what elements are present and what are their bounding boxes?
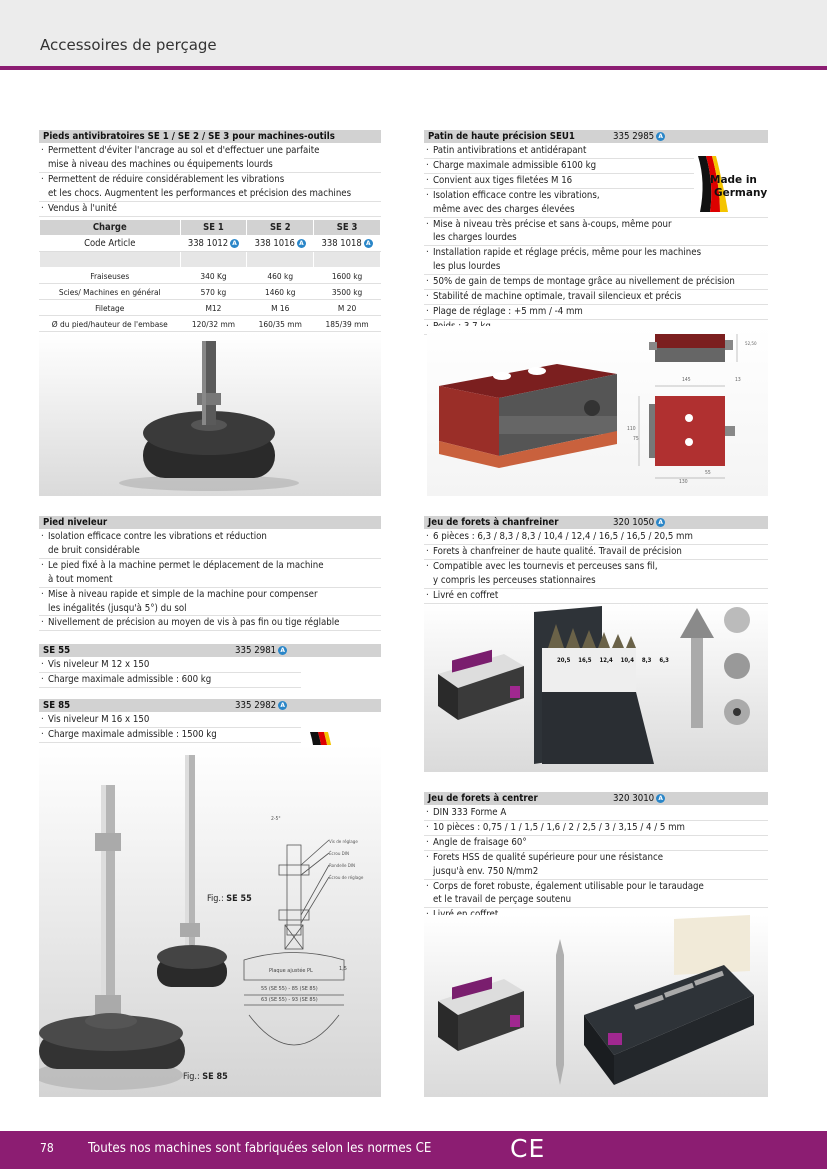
page-title: Accessoires de perçage <box>40 36 217 54</box>
section-title <box>424 130 768 143</box>
article-code <box>235 699 287 712</box>
list-item-text: · Nivellement de précision au moyen de vis à pas fin ou tige réglable <box>48 617 340 629</box>
cell: M 16 <box>247 300 314 316</box>
list-item-text: · Patin antivibrations et antidérapant <box>433 145 587 156</box>
list-item-text: de bruit considérable <box>48 544 140 556</box>
info-badge-icon: A <box>656 518 665 527</box>
article-code-text: 320 3010 <box>613 793 655 804</box>
section-title <box>424 516 768 529</box>
ce-mark-icon: CE <box>510 1134 546 1163</box>
list-item-text: · Forets à chanfreiner de haute qualité. Travail de précision <box>433 545 682 557</box>
list-item <box>424 218 768 247</box>
info-badge-icon: A <box>278 646 287 655</box>
article-code-text: 320 1050 <box>613 517 655 528</box>
info-badge-icon: A <box>278 701 287 710</box>
list-item-text: · Convient aux tiges filetées M 16 <box>433 174 573 186</box>
section-title <box>424 792 768 805</box>
precision-pad-photo <box>427 326 768 496</box>
list-item-text: · Charge maximale admissible : 600 kg <box>48 673 212 685</box>
list-item <box>39 202 381 217</box>
section-title-text: SE 85 <box>43 700 71 711</box>
cell: 3500 kg <box>314 284 381 300</box>
list-item-text: jusqu'à env. 750 N/mm2 <box>433 865 539 877</box>
list-item <box>39 559 381 588</box>
list-item <box>424 589 768 604</box>
drawing-dim: 55 (SE 55) - 85 (SE 85) <box>261 986 318 992</box>
list-item-text: les charges lourdes <box>433 232 517 244</box>
drawing-label: Vis de réglage <box>329 840 358 845</box>
size-label: 12,4 <box>599 657 613 664</box>
dim-label: 13 <box>735 377 741 383</box>
section-title-text: Jeu de forets à centrer <box>428 793 538 804</box>
list-item-text: et le travail de perçage soutenu <box>433 894 572 906</box>
list-item-text: les plus lourdes <box>433 261 501 273</box>
figure-caption <box>183 1072 228 1082</box>
footer-text: Toutes nos machines sont fabriquées selon les normes CE <box>88 1141 432 1156</box>
drawing-labels <box>329 837 379 885</box>
list-item-text: mise à niveau des machines ou équipements lourds <box>48 158 273 170</box>
list-item <box>39 673 301 688</box>
drawing-plate-label: Plaque ajustée PL <box>269 968 313 974</box>
cell: 570 kg <box>180 284 247 300</box>
list-item-text: à tout moment <box>48 573 113 585</box>
cell: 1460 kg <box>247 284 314 300</box>
article-code <box>235 644 287 657</box>
list-item <box>39 658 301 673</box>
list-item-text: · Isolation efficace contre les vibrations, <box>433 189 600 201</box>
table-row <box>40 236 381 252</box>
leveling-feet-illustration <box>39 745 381 1097</box>
section-title <box>39 516 381 529</box>
list-item <box>424 560 768 589</box>
list-item-text: · 50% de gain de temps de montage grâce au nivellement de précision <box>433 276 735 288</box>
list-item-text: · Isolation efficace contre les vibrations et réduction <box>48 531 267 542</box>
article-code: 338 1018 <box>321 238 362 249</box>
cell: Filetage <box>40 300 181 316</box>
list-item-text: · Corps de foret robuste, également utilisable pour le taraudage <box>433 880 704 892</box>
made-in-germany-text <box>710 174 767 200</box>
list-item <box>424 275 768 290</box>
fig-prefix: Fig.: <box>183 1072 200 1082</box>
list-item-text: · Angle de fraisage 60° <box>433 836 527 848</box>
list-item-text: · Mise à niveau très précise et sans à-coups, même pour <box>433 218 672 230</box>
bullet-list <box>39 144 381 217</box>
article-code-text: 335 2985 <box>613 131 655 142</box>
page-header <box>0 0 827 70</box>
list-item <box>39 616 381 631</box>
code-label: Code Article <box>40 236 181 252</box>
list-item <box>39 144 381 173</box>
list-item <box>424 806 768 821</box>
size-labels <box>557 657 669 664</box>
center-drill-illustration <box>424 915 768 1097</box>
article-code <box>613 792 665 805</box>
spacer-row <box>40 252 381 268</box>
fig-name: SE 85 <box>202 1072 228 1082</box>
dim-label: 110 <box>627 426 636 432</box>
section-title-text: Jeu de forets à chanfreiner <box>428 517 559 528</box>
made-line: Germany <box>714 187 768 199</box>
size-label: 6,3 <box>659 657 669 664</box>
list-item-text: les inégalités (jusqu'à 5°) du sol <box>48 602 187 614</box>
list-item-text: · 10 pièces : 0,75 / 1 / 1,5 / 1,6 / 2 / 2,5 / 3 / 3,15 / 4 / 5 mm <box>433 821 685 833</box>
info-badge-icon: A <box>364 239 373 248</box>
table-row <box>40 300 381 316</box>
article-code-text: 335 2981 <box>235 645 277 656</box>
made-in-germany-logo <box>694 152 768 214</box>
list-item <box>424 880 768 909</box>
section-title <box>39 644 381 657</box>
list-item <box>424 290 768 305</box>
spec-table <box>39 219 381 332</box>
list-item <box>424 530 768 545</box>
dim-label: 52,50 <box>745 342 757 347</box>
list-item-text: · Compatible avec les tournevis et perceuses sans fil, <box>433 560 658 572</box>
cell <box>314 236 381 252</box>
list-item <box>39 728 301 743</box>
bullet-list <box>39 530 381 631</box>
dim-label: 145 <box>682 377 691 383</box>
article-code <box>613 516 665 529</box>
list-item-text: · Permettent d'éviter l'ancrage au sol et d'effectuer une parfaite <box>48 145 320 156</box>
fig-name: SE 55 <box>226 894 252 904</box>
list-item-text: même avec des charges élevées <box>433 203 575 215</box>
list-item-text: · Stabilité de machine optimale, travail silencieux et précis <box>433 291 682 303</box>
cell: Ø du pied/hauteur de l'embase <box>40 316 181 332</box>
section-title-text: Pieds antivibratoires SE 1 / SE 2 / SE 3 pour machines-outils <box>43 131 335 142</box>
section-title <box>39 699 381 712</box>
header-cell: SE 2 <box>247 220 314 236</box>
drawing-angle: 2-5° <box>271 816 281 822</box>
center-drill-set-photo <box>424 915 768 1097</box>
list-item-text: · Mise à niveau rapide et simple de la machine pour compenser <box>48 588 318 600</box>
section-title <box>39 130 381 143</box>
info-badge-icon: A <box>656 132 665 141</box>
list-item <box>39 173 381 202</box>
size-label: 16,5 <box>578 657 592 664</box>
list-item-text: · 6 pièces : 6,3 / 8,3 / 8,3 / 10,4 / 12,4 / 16,5 / 16,5 / 20,5 mm <box>433 531 693 542</box>
article-code: 338 1012 <box>187 238 229 249</box>
header-cell: Charge <box>40 220 181 236</box>
info-badge-icon: A <box>230 239 239 248</box>
dim-label: 55 <box>705 470 711 476</box>
bullet-list <box>424 530 768 604</box>
cell <box>180 236 247 252</box>
article-code <box>613 130 665 143</box>
list-item-text: · Vis niveleur M 12 x 150 <box>48 659 150 670</box>
list-item-text: · Forets HSS de qualité supérieure pour une résistance <box>433 851 664 863</box>
section-title-text: Pied niveleur <box>43 517 108 528</box>
header-cell: SE 3 <box>314 220 381 236</box>
cell: Fraiseuses <box>40 268 181 284</box>
size-label: 8,3 <box>641 657 652 664</box>
list-item-text: et les chocs. Augmentent les performances et précision des machines <box>48 187 352 199</box>
drawing-dim: 63 (SE 55) - 93 (SE 85) <box>261 997 318 1003</box>
cell: 120/32 mm <box>180 316 247 332</box>
made-line: Made in <box>710 174 757 186</box>
bullet-list <box>39 658 301 688</box>
countersink-illustration <box>424 604 768 772</box>
table-row <box>40 316 381 332</box>
antivibration-foot-photo <box>39 333 381 496</box>
header-cell: SE 1 <box>180 220 247 236</box>
list-item-text: · Plage de réglage : +5 mm / -4 mm <box>433 305 583 317</box>
list-item-text: · DIN 333 Forme A <box>433 807 507 818</box>
list-item <box>39 588 381 617</box>
dim-label: 130 <box>679 479 688 485</box>
list-item <box>424 821 768 836</box>
pad-illustration <box>427 326 768 496</box>
list-item-text: · Installation rapide et réglage précis, même pour les machines <box>433 247 702 259</box>
drawing-label: Rondelle DIN <box>329 864 356 869</box>
list-item-text: · Vendus à l'unité <box>48 202 117 214</box>
list-item <box>424 851 768 880</box>
size-label: 20,5 <box>557 657 571 664</box>
list-item-text: · Le pied fixé à la machine permet le déplacement de la machine <box>48 559 324 571</box>
list-item-text: · Vis niveleur M 16 x 150 <box>48 714 150 725</box>
cell: M 20 <box>314 300 381 316</box>
section-title-text: Patin de haute précision SEU1 <box>428 131 575 142</box>
list-item <box>424 246 768 275</box>
fig-prefix: Fig.: <box>207 894 224 904</box>
drawing-label: Écrou de réglage <box>329 876 364 881</box>
list-item-text: y compris les perceuses stationnaires <box>433 574 596 586</box>
info-badge-icon: A <box>656 794 665 803</box>
page-number: 78 <box>40 1141 54 1155</box>
countersink-set-photo <box>424 604 768 772</box>
cell: 460 kg <box>247 268 314 284</box>
list-item-text: · Charge maximale admissible : 1500 kg <box>48 728 217 740</box>
list-item-text: · Livré en coffret <box>433 589 499 601</box>
cell: Scies/ Machines en général <box>40 284 181 300</box>
bullet-list <box>424 806 768 923</box>
drawing-label: Écrou DIN <box>329 852 350 857</box>
table-row <box>40 268 381 284</box>
cell: 1600 kg <box>314 268 381 284</box>
list-item <box>424 545 768 560</box>
list-item-text: · Permettent de réduire considérablement les vibrations <box>48 173 285 185</box>
list-item <box>424 836 768 851</box>
cell: M12 <box>180 300 247 316</box>
article-code: 338 1016 <box>254 238 295 249</box>
cell: 185/39 mm <box>314 316 381 332</box>
figure-caption <box>207 894 252 904</box>
list-item <box>39 530 381 559</box>
foot-illustration <box>39 333 381 496</box>
dim-label: 75 <box>633 436 639 442</box>
list-item <box>39 713 301 728</box>
table-row <box>40 284 381 300</box>
cell: 160/35 mm <box>247 316 314 332</box>
cell: 340 Kg <box>180 268 247 284</box>
leveling-feet-photo <box>39 745 381 1097</box>
list-item-text: · Charge maximale admissible 6100 kg <box>433 159 597 171</box>
list-item <box>424 305 768 320</box>
drawing-dim: 1,5 <box>339 966 347 972</box>
section-title-text: SE 55 <box>43 645 71 656</box>
table-header-row <box>40 220 381 236</box>
cell <box>247 236 314 252</box>
info-badge-icon: A <box>297 239 306 248</box>
bullet-list <box>39 713 301 743</box>
article-code-text: 335 2982 <box>235 700 277 711</box>
size-label: 10,4 <box>620 657 634 664</box>
